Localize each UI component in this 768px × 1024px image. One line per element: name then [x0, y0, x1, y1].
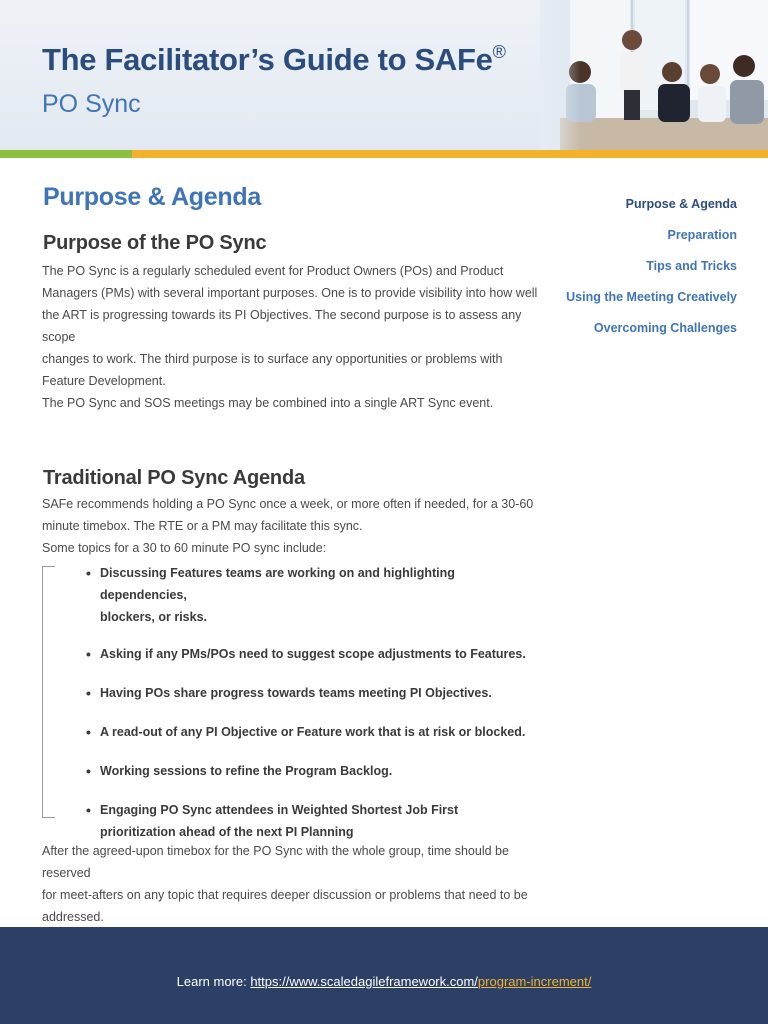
list-item-text: Asking if any PMs/POs need to suggest scope adjustments to Features.: [100, 647, 526, 661]
bullet-icon: •: [86, 763, 91, 779]
list-item-text: prioritization ahead of the next PI Planning: [100, 825, 354, 839]
program-increment-link[interactable]: program-increment/: [477, 974, 592, 989]
agenda-closing-line: addressed.: [42, 910, 104, 924]
bullet-icon: •: [86, 802, 91, 818]
agenda-intro: [42, 493, 542, 559]
purpose-line: Feature Development.: [42, 374, 166, 388]
agenda-intro-line: minute timebox. The RTE or a PM may facilitate this sync.: [42, 519, 363, 533]
accent-bar-green: [0, 150, 132, 158]
list-item: [86, 721, 536, 743]
list-item: [86, 682, 536, 704]
bullet-icon: •: [86, 685, 91, 701]
agenda-intro-line: SAFe recommends holding a PO Sync once a week, or more often if needed, for a 30-60: [42, 497, 534, 511]
purpose-line: changes to work. The third purpose is to surface any opportunities or problems with: [42, 352, 503, 366]
purpose-line: the ART is progressing towards its PI Objectives. The second purpose is to assess any scope: [42, 308, 522, 344]
list-item-text: Having POs share progress towards teams meeting PI Objectives.: [100, 686, 492, 700]
nav-preparation[interactable]: Preparation: [667, 228, 737, 242]
purpose-line: The PO Sync is a regularly scheduled event for Product Owners (POs) and Product: [42, 264, 504, 278]
footer-prefix: Learn more:: [176, 974, 251, 989]
purpose-heading: Purpose of the PO Sync: [43, 232, 267, 254]
list-item: [86, 799, 536, 843]
agenda-intro-line: Some topics for a 30 to 60 minute PO sync include:: [42, 541, 327, 555]
list-item-text: Working sessions to refine the Program Backlog.: [100, 764, 393, 778]
agenda-closing: [42, 840, 557, 928]
accent-bar-gold: [132, 150, 768, 158]
footer-bar: [0, 927, 768, 1024]
framework-link[interactable]: https://www.scaledagileframework.com/: [250, 974, 478, 989]
bullet-icon: •: [86, 565, 91, 581]
purpose-note: The PO Sync and SOS meetings may be combined into a single ART Sync event.: [42, 396, 494, 410]
list-item-text: Engaging PO Sync attendees in Weighted Shortest Job First: [100, 803, 459, 817]
bullet-icon: •: [86, 646, 91, 662]
nav-purpose-agenda[interactable]: Purpose & Agenda: [625, 197, 737, 211]
section-title: Purpose & Agenda: [43, 183, 261, 211]
nav-tips-and-tricks[interactable]: Tips and Tricks: [646, 259, 737, 273]
side-navigation: [566, 192, 737, 347]
document-title: [42, 42, 506, 78]
header-banner: [0, 0, 768, 152]
list-item: [86, 562, 536, 628]
list-item-text: Discussing Features teams are working on and highlighting dependencies,: [100, 566, 455, 602]
purpose-line: Managers (PMs) with several important purposes. One is to provide visibility into how well: [42, 286, 538, 300]
document-subtitle: PO Sync: [42, 90, 141, 118]
meeting-photo: [540, 0, 768, 152]
document-title-text: The Facilitator’s Guide to SAFe: [42, 42, 493, 77]
nav-overcoming-challenges[interactable]: Overcoming Challenges: [593, 321, 737, 335]
agenda-heading: Traditional PO Sync Agenda: [43, 467, 305, 489]
agenda-closing-line: for meet-afters on any topic that requires deeper discussion or problems that need to be: [42, 888, 528, 902]
purpose-paragraph: [42, 260, 542, 392]
nav-using-meeting-creatively[interactable]: Using the Meeting Creatively: [566, 290, 737, 304]
list-item-text: blockers, or risks.: [100, 610, 208, 624]
list-item-text: A read-out of any PI Objective or Feature work that is at risk or blocked.: [100, 725, 526, 739]
footer-learn-more: [0, 974, 768, 989]
bullet-icon: •: [86, 724, 91, 740]
registered-mark: ®: [492, 42, 506, 62]
list-item: [86, 760, 536, 782]
list-item: [86, 643, 536, 665]
agenda-bullet-list: [86, 562, 536, 843]
bullet-list-bracket: [42, 566, 55, 818]
agenda-closing-line: After the agreed-upon timebox for the PO Sync with the whole group, time should be reserved: [42, 844, 509, 880]
